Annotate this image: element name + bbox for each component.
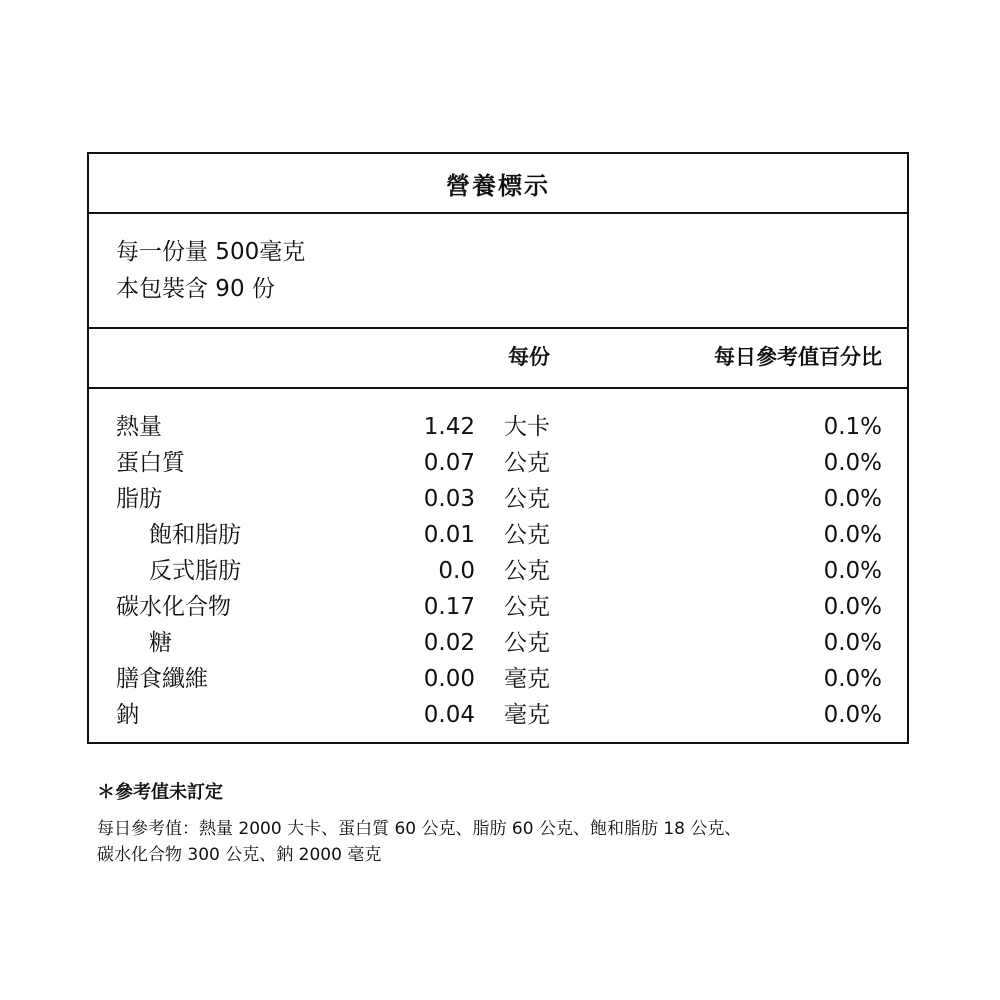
- nutrient-row: [89, 481, 907, 517]
- nutrient-row: [89, 409, 907, 445]
- nutrient-unit: 公克: [504, 630, 550, 656]
- footnote: [97, 780, 927, 868]
- nutrient-name: 膳食纖維: [116, 666, 208, 692]
- nutrient-unit: 公克: [504, 594, 550, 620]
- nutrient-amount: 0.03: [423, 486, 475, 512]
- nutrient-unit: 公克: [504, 450, 550, 476]
- nutrient-name: 碳水化合物: [116, 594, 231, 620]
- servings-per-package: 本包裝含 90 份: [116, 276, 275, 302]
- serving-size: 每一份量 500毫克: [116, 239, 306, 265]
- nutrient-daily-value: 0.0%: [823, 558, 882, 584]
- nutrient-daily-value: 0.0%: [823, 630, 882, 656]
- nutrient-row: [89, 553, 907, 589]
- nutrient-unit: 毫克: [504, 666, 550, 692]
- serving-info: [89, 214, 907, 329]
- nutrient-row: [89, 697, 907, 733]
- column-header-row: [89, 329, 907, 389]
- nutrient-unit: 公克: [504, 558, 550, 584]
- nutrient-amount: 0.17: [423, 594, 475, 620]
- nutrient-name: 蛋白質: [116, 450, 185, 476]
- nutrient-name: 脂肪: [116, 486, 162, 512]
- nutrient-list: [89, 389, 907, 733]
- nutrient-daily-value: 0.0%: [823, 450, 882, 476]
- nutrient-name: 糖: [149, 630, 172, 656]
- nutrient-row: [89, 625, 907, 661]
- label-title-row: [89, 154, 907, 214]
- nutrient-amount: 1.42: [423, 414, 475, 440]
- nutrient-name: 熱量: [116, 414, 162, 440]
- nutrient-unit: 公克: [504, 522, 550, 548]
- nutrient-name: 鈉: [116, 702, 139, 728]
- label-title: 營養標示: [446, 171, 550, 200]
- nutrient-unit: 公克: [504, 486, 550, 512]
- nutrient-unit: 大卡: [504, 414, 550, 440]
- nutrient-daily-value: 0.0%: [823, 522, 882, 548]
- nutrient-amount: 0.02: [423, 630, 475, 656]
- nutrient-row: [89, 517, 907, 553]
- nutrient-row: [89, 445, 907, 481]
- nutrient-daily-value: 0.0%: [823, 594, 882, 620]
- nutrient-amount: 0.01: [423, 522, 475, 548]
- nutrient-amount: 0.0: [438, 558, 475, 584]
- footnote-star-note: ＊參考值未訂定: [97, 782, 223, 803]
- nutrient-amount: 0.04: [423, 702, 475, 728]
- header-per-serving: 每份: [508, 345, 550, 369]
- nutrient-daily-value: 0.1%: [823, 414, 882, 440]
- footnote-reference-line-2: 碳水化合物 300 公克、鈉 2000 毫克: [97, 845, 382, 865]
- nutrient-row: [89, 589, 907, 625]
- footnote-reference: [97, 816, 927, 868]
- nutrient-name: 飽和脂肪: [149, 522, 241, 548]
- nutrient-name: 反式脂肪: [149, 558, 241, 584]
- nutrient-amount: 0.07: [423, 450, 475, 476]
- nutrient-daily-value: 0.0%: [823, 666, 882, 692]
- nutrient-row: [89, 661, 907, 697]
- footnote-reference-line-1: 每日參考值：熱量 2000 大卡、蛋白質 60 公克、脂肪 60 公克、飽和脂肪 18 公克、: [97, 819, 742, 839]
- nutrition-label-table: [87, 152, 909, 744]
- nutrient-daily-value: 0.0%: [823, 486, 882, 512]
- header-daily-value: 每日參考值百分比: [714, 345, 882, 369]
- nutrient-daily-value: 0.0%: [823, 702, 882, 728]
- nutrient-unit: 毫克: [504, 702, 550, 728]
- nutrient-amount: 0.00: [423, 666, 475, 692]
